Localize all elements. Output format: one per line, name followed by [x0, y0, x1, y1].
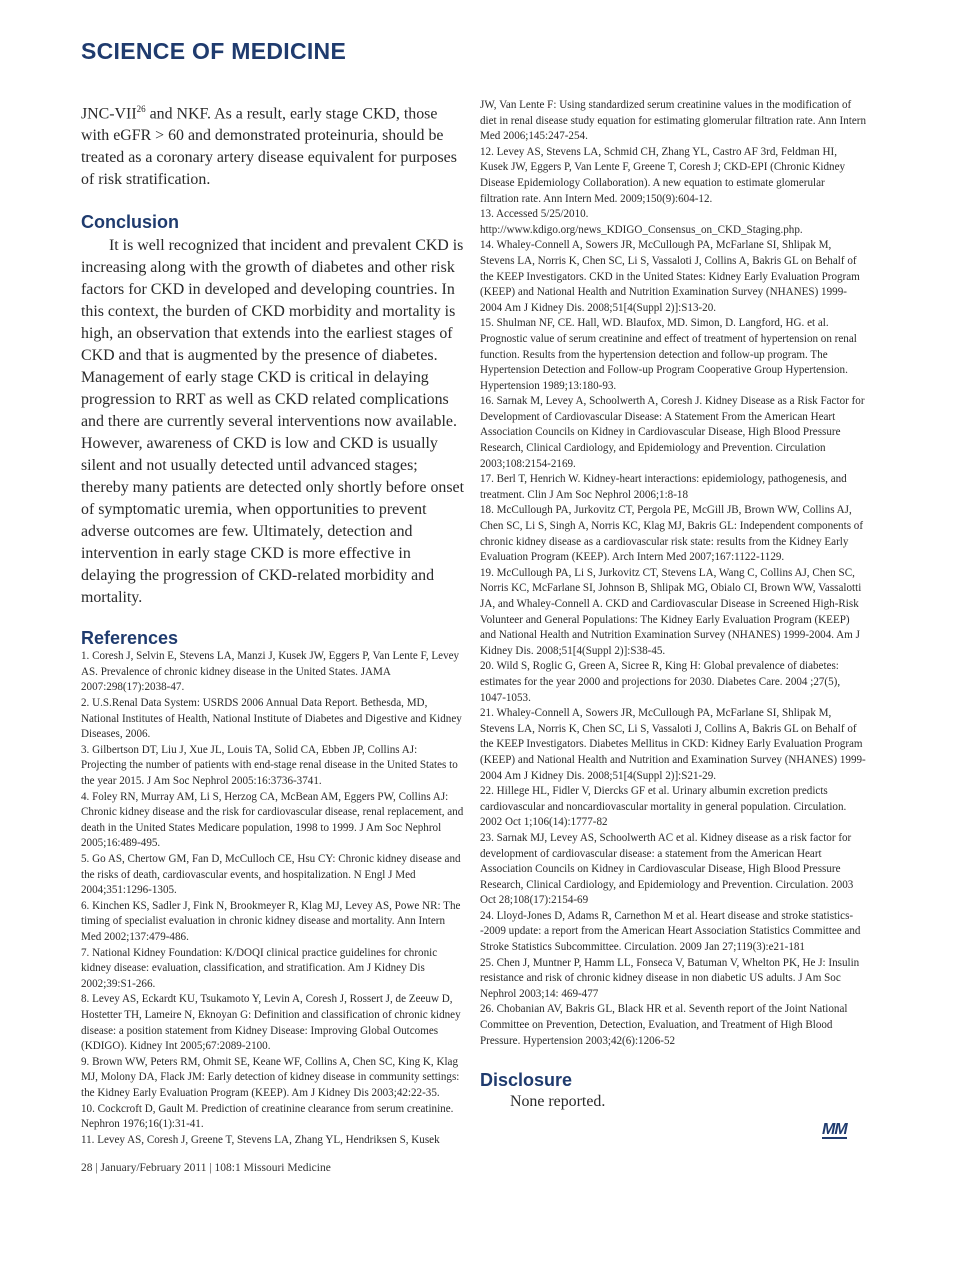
reference-item: 12. Levey AS, Stevens LA, Schmid CH, Zhang YL, Castro AF 3rd, Feldman HI, Kusek JW, Eggers P, Van Lente F, Greene T, Coresh J; CKD-EPI (Chronic Kidney Disease Epidemiology Collaboration). A new equation to estimate glomerular filtration rate. Ann Intern Med. 2009;150(9):604-12. [480, 145, 846, 205]
intro-paragraph [81, 98, 464, 191]
intro-citation: 26 [136, 104, 146, 114]
conclusion-paragraph: It is well recognized that incident and prevalent CKD is increasing along with the growth of diabetes and other risk factors for CKD in developed and developing countries. In this context, the burden of CKD morbidity and mortality is high, an observation that extends into the earliest stages of CKD and that is augmented by the presence of diabetes. Management of early stage CKD is critical in delaying progression to RRT as well as CKD related complications and there are currently several interventions now available. However, awareness of CKD is low and CKD is usually silent and not usually detected until advanced stages; thereby many patients are detected only shortly before onset of symptomatic uremia, when opportunities to prevent adverse outcomes are few. Ultimately, detection and intervention in early stage CKD is more effective in delaying the progression of CKD-related morbidity and mortality. [81, 237, 465, 607]
reference-item: JW, Van Lente F: Using standardized serum creatinine values in the modification of diet in renal disease study equation for estimating glomerular filtration rate. Ann Intern Med 2006;145:247-254. [480, 99, 867, 143]
references-list-left [81, 649, 464, 1148]
reference-item: 9. Brown WW, Peters RM, Ohmit SE, Keane WF, Collins A, Chen SC, King K, Klag MJ, Molony DA, Flack JM: Early detection of kidney disease in community settings: the Kidney Early Evaluation Program (KEEP). Am J Kidney Dis 2003;42:22-35. [81, 1055, 460, 1099]
references-heading: References [81, 628, 179, 649]
left-column [81, 98, 464, 1148]
missouri-medicine-logo: MM [822, 1121, 847, 1138]
reference-item: 10. Cockcroft D, Gault M. Prediction of creatinine clearance from serum creatinine. Nephron 1976;16(1):31-41. [81, 1102, 454, 1131]
reference-item: 5. Go AS, Chertow GM, Fan D, McCulloch CE, Hsu CY: Chronic kidney disease and the risks of death, cardiovascular events, and hospitalization. N Engl J Med 2004;351:1296-1305. [81, 853, 461, 897]
right-column [480, 98, 866, 1113]
reference-item: 25. Chen J, Muntner P, Hamm LL, Fonseca V, Batuman V, Whelton PK, He J: Insulin resistance and risk of chronic kidney disease in non diabetic US adults. J Am Soc Nephrol 2003;14: 469-477 [480, 956, 860, 1000]
reference-item: 16. Sarnak M, Levey A, Schoolwerth A, Coresh J. Kidney Disease as a Risk Factor for Development of Cardiovascular Disease: A Statement From the American Heart Association Councils on Kidney in Cardiovascular Disease, High Blood Pressure Research, Clinical Cardiology, and Epidemiology and Prevention. Circulation 2003;108:2154-2169. [480, 395, 865, 470]
page-footer: 28 | January/February 2011 | 108:1 Missouri Medicine [81, 1162, 331, 1174]
reference-item: 11. Levey AS, Coresh J, Greene T, Stevens LA, Zhang YL, Hendriksen S, Kusek [81, 1133, 440, 1146]
reference-item: 15. Shulman NF, CE. Hall, WD. Blaufox, MD. Simon, D. Langford, HG. et al. Prognostic value of serum creatinine and effect of treatment of hypertension on renal function. Results from the hypertension detection and follow-up program. The Hypertension Detection and Follow-up Program Cooperative Group Hypertension. Hypertension 1989;13:180-93. [480, 317, 857, 392]
reference-item: 18. McCullough PA, Jurkovitz CT, Pergola PE, McGill JB, Brown WW, Collins AJ, Chen SC, Li S, Singh A, Norris KC, Klag MJ, Bakris GL: Independent components of chronic kidney disease as a cardiovascular risk state: results from the Kidney Early Evaluation Program (KEEP). Arch Intern Med 2007;167:1122-1129. [480, 504, 864, 564]
reference-item: 2. U.S.Renal Data System: USRDS 2006 Annual Data Report. Bethesda, MD, National Institutes of Health, National Institute of Diabetes and Digestive and Kidney Diseases, 2006. [81, 697, 462, 741]
reference-item: 3. Gilbertson DT, Liu J, Xue JL, Louis TA, Solid CA, Ebben JP, Collins AJ: Projecting the number of patients with end-stage renal disease in the United States to the year 2015. J Am Soc Nephrol 2005:16:3736-3741. [81, 743, 458, 788]
disclosure-heading: Disclosure [480, 1070, 573, 1091]
section-header: SCIENCE OF MEDICINE [81, 38, 347, 64]
reference-item: 13. Accessed 5/25/2010. http://www.kdigo.org/news_KDIGO_Consensus_on_CKD_Staging.php. [480, 208, 803, 236]
reference-item: 23. Sarnak MJ, Levey AS, Schoolwerth AC et al. Kidney disease as a risk factor for development of cardiovascular disease: a statement from the American Heart Association Councils on Kidney in Cardiovascular Disease, High Blood Pressure Research, Clinical Cardiology, and Epidemiology and Prevention. Circulation. 2003 Oct 28;108(17):2154-69 [480, 831, 854, 907]
reference-item: 24. Lloyd-Jones D, Adams R, Carnethon M et al. Heart disease and stroke statistics--2009 update: a report from the American Heart Association Statistics Committee and Stroke Statistics Subcommittee. Circulation. 2009 Jan 27;119(3):e21-181 [480, 909, 861, 954]
references-list-right [480, 98, 866, 1049]
reference-item: 7. National Kidney Foundation: K/DOQI clinical practice guidelines for chronic kidney disease: evaluation, classification, and stratification. Am J Kidney Dis 2002;39:S1-266. [81, 946, 438, 990]
reference-item: 4. Foley RN, Murray AM, Li S, Herzog CA, McBean AM, Eggers PW, Collins AJ: Chronic kidney disease and the risk for cardiovascular disease, renal replacement, and death in the United States Medicare population, 1998 to 1999. J Am Soc Nephrol 2005;16:489-495. [81, 790, 464, 850]
reference-item: 20. Wild S, Roglic G, Green A, Sicree R, King H: Global prevalence of diabetes: estimates for the year 2000 and projections for 2030. Diabetes Care. 2004 ;27(5), 1047-1053. [480, 660, 841, 704]
reference-item: 19. McCullough PA, Li S, Jurkovitz CT, Stevens LA, Wang C, Collins AJ, Chen SC, Norris KC, McFarlane SI, Johnson B, Shlipak MG, Obialo CI, Brown WW, Vassalotti JA, and Whaley-Connell A. CKD and Cardiovascular Disease in Screened High-Risk Volunteer and General Populations: The Kidney Early Evaluation Program (KEEP) and National Health and Nutrition Examination Survey (NHANES) 1999-2004. Am J Kidney Dis. 2008;51[4(Suppl 2)]:S38-45. [480, 566, 862, 657]
conclusion-heading: Conclusion [81, 212, 179, 233]
reference-item: 21. Whaley-Connell A, Sowers JR, McCullough PA, McFarlane SI, Shlipak M, Stevens LA, Norris K, Chen SC, Li S, Vassaloti J, Collins A, Bakris GL on Behalf of the KEEP Investigators. Diabetes Mellitus in CKD: Kidney Early Evaluation Program (KEEP) and National Health and Nutrition and Examination Survey (NHANES) 1999-2004 Am J Kidney Dis. 2008;51[4(Suppl 2)]:S21-29. [480, 707, 866, 782]
reference-item: 22. Hillege HL, Fidler V, Diercks GF et al. Urinary albumin excretion predicts cardiovascular and noncardiovascular mortality in general population. Circulation. 2002 Oct 1;106(14):1777-82 [480, 785, 847, 829]
intro-post: and NKF. As a result, early stage CKD, those with eGFR > 60 and demonstrated proteinuria, should be treated as a coronary artery disease equivalent for purposes of risk stratification. [81, 105, 457, 189]
reference-item: 6. Kinchen KS, Sadler J, Fink N, Brookmeyer R, Klag MJ, Levey AS, Powe NR: The timing of specialist evaluation in chronic kidney disease and mortality. Ann Intern Med 2002;137:479-486. [81, 899, 461, 943]
reference-item: 26. Chobanian AV, Bakris GL, Black HR et al. Seventh report of the Joint National Committee on Prevention, Detection, Evaluation, and Treatment of High Blood Pressure. Hypertension 2003;42(6):1206-52 [480, 1003, 848, 1047]
reference-item: 8. Levey AS, Eckardt KU, Tsukamoto Y, Levin A, Coresh J, Rossert J, de Zeeuw D, Hostetter TH, Lameire N, Eknoyan G: Definition and classification of chronic kidney disease: a position statement from Kidney Disease: Improving Global Outcomes (KDIGO). Kidney Int 2005;67:2089-2100. [81, 993, 461, 1053]
intro-pre: JNC-VII [81, 105, 137, 123]
reference-item: 17. Berl T, Henrich W. Kidney-heart interactions: epidemiology, pathogenesis, and treatment. Clin J Am Soc Nephrol 2006;1:8-18 [480, 473, 847, 501]
disclosure-text: None reported. [510, 1093, 606, 1111]
reference-item: 1. Coresh J, Selvin E, Stevens LA, Manzi J, Kusek JW, Eggers P, Van Lente F, Levey AS. Prevalence of chronic kidney disease in the United States. JAMA 2007:298(17):2038-47. [81, 650, 460, 694]
reference-item: 14. Whaley-Connell A, Sowers JR, McCullough PA, McFarlane SI, Shlipak M, Stevens LA, Norris K, Chen SC, Li S, Vassaloti J, Collins A, Bakris GL on Behalf of the KEEP Investigators. CKD in the United States: Kidney Early Evaluation Program (KEEP) and National Health and Nutrition Examination Survey (NHANES) 1999-2004 Am J Kidney Dis. 2008;51[4(Suppl 2)]:S13-20. [480, 239, 860, 314]
